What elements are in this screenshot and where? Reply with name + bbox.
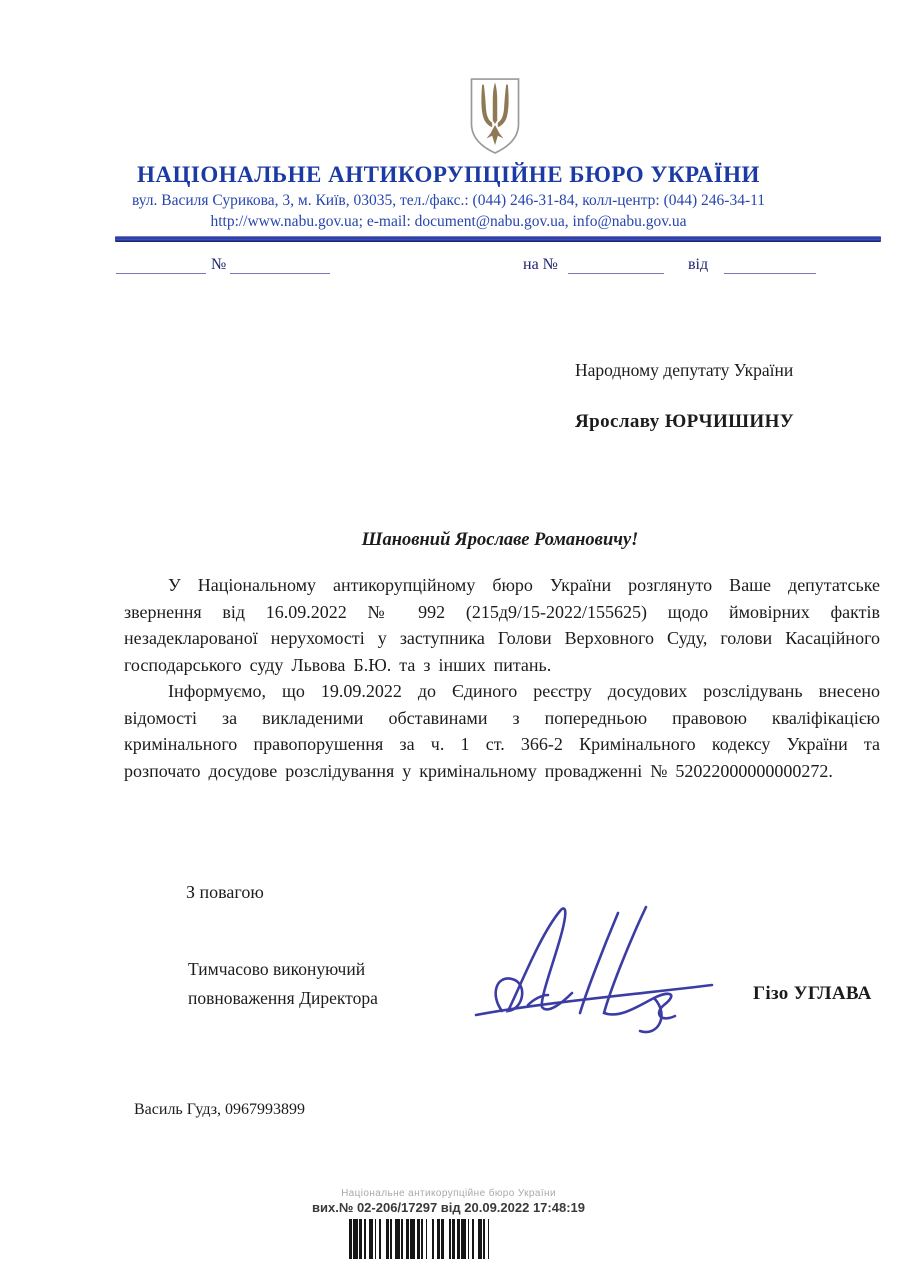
executor-contact: Василь Гудз, 0967993899	[134, 1101, 306, 1118]
registration-stamp	[0, 1188, 897, 1259]
registration-barcode	[349, 1219, 549, 1259]
org-contacts: http://www.nabu.gov.ua; e-mail: document@nabu.gov.ua, info@nabu.gov.ua	[210, 213, 687, 230]
regards-line: З повагою	[186, 882, 264, 902]
header-divider-rule	[115, 236, 881, 242]
signer-title-line2: повноваження Директора	[188, 988, 378, 1008]
body-paragraph-2: Інформуємо, що 19.09.2022 до Єдиного реєстру досудових розслідувань внесено відомості за викладеними обставинами з попередньою правовою кваліфікацією кримінального правопорушення за ч. 1 ст. 366-2 Кримінального кодексу України та розпочато досудове розслідування у кримінальному провадженні № 52022000000000272.	[124, 681, 880, 781]
salutation: Шановний Ярославе Романовичу!	[361, 530, 639, 550]
signer-title-line1: Тимчасово виконуючий	[188, 959, 366, 979]
barcode-bar	[488, 1219, 490, 1259]
recipient-name: Ярославу ЮРЧИШИНУ	[575, 411, 795, 432]
ukraine-trident-icon	[467, 76, 523, 156]
ref-date-blank-line	[116, 272, 206, 274]
signer-name: Гізо УГЛАВА	[753, 983, 872, 1004]
stamp-ref-line: вих.№ 02-206/17297 від 20.09.2022 17:48:19	[312, 1200, 585, 1215]
letter-body	[124, 572, 880, 784]
ref-vid-blank-line	[724, 272, 816, 274]
ref-na-label: на №	[523, 256, 558, 273]
ref-no-blank-line	[230, 272, 330, 274]
org-name: НАЦІОНАЛЬНЕ АНТИКОРУПЦІЙНЕ БЮРО УКРАЇНИ	[137, 162, 760, 187]
reference-row	[0, 252, 897, 276]
ref-no-label: №	[211, 256, 227, 273]
ref-vid-label: від	[688, 256, 709, 273]
signer-title	[188, 955, 378, 1013]
body-paragraph-1: У Національному антикорупційному бюро України розглянуто Ваше депутатське звернення від 16.09.2022 № 992 (215д9/15-2022/155625) щодо ймовірних фактів незадекларованої нерухомості у заступника Голови Верховного Суду, голови Касаційного господарського суду Львова Б.Ю. та з інших питань.	[124, 575, 880, 675]
ref-na-blank-line	[568, 272, 664, 274]
org-address: вул. Василя Сурикова, 3, м. Київ, 03035, тел./факс.: (044) 246-31-84, колл-центр: (044) 246-34-11	[131, 192, 766, 209]
handwritten-signature	[468, 895, 718, 1045]
stamp-org-line: Національне антикорупційне бюро України	[341, 1188, 556, 1199]
recipient-block	[575, 360, 885, 433]
recipient-position: Народному депутату України	[575, 360, 794, 380]
